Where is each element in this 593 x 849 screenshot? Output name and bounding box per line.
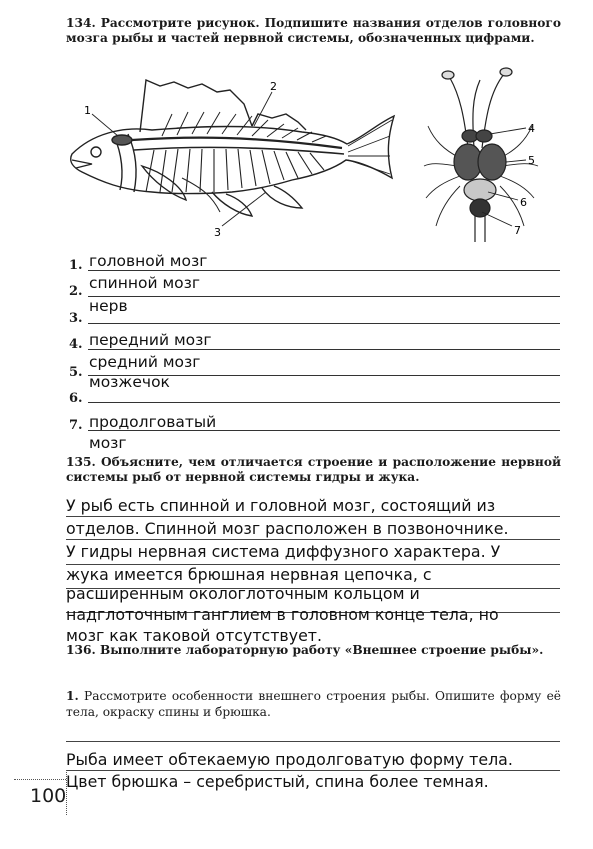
fish-label-3: 3 bbox=[214, 226, 221, 239]
answer-line-7 bbox=[88, 430, 560, 431]
answer-line-6 bbox=[88, 402, 560, 403]
answer-135-line-1: У рыб есть спинной и головной мозг, состоящий из bbox=[66, 496, 496, 515]
line-number-2: 2. bbox=[69, 284, 83, 299]
task-134-heading bbox=[66, 16, 561, 46]
answer-line-3 bbox=[88, 323, 560, 324]
task-134-text: Рассмотрите рисунок. Подпишите названия отделов головного мозга рыбы и частей нервной системы, обозначенных цифрами. bbox=[66, 16, 561, 45]
answer-134-7a: продолговатый bbox=[89, 413, 217, 431]
task-135-text: Объясните, чем отличается строение и расположение нервной системы рыб от нервной системы гидры и жука. bbox=[66, 455, 561, 484]
task-136-heading bbox=[66, 643, 561, 658]
task-136-text: Выполните лабораторную работу «Внешнее строение рыбы». bbox=[99, 643, 544, 657]
brain-label-7: 7 bbox=[514, 224, 521, 237]
task-136-item-text: Рассмотрите особенности внешнего строения рыбы. Опишите форму её тела, окраску спины и брюшка. bbox=[66, 689, 561, 719]
answer-136-line-2: Цвет брюшка – серебристый, спина более темная. bbox=[66, 772, 489, 791]
task-136-item-number: 1. bbox=[66, 689, 79, 703]
fish-label-1: 1 bbox=[84, 104, 91, 117]
answer-line-4 bbox=[88, 349, 560, 350]
answer-134-4: передний мозг bbox=[89, 331, 212, 349]
task-134-number: 134. bbox=[66, 16, 96, 30]
page-number: 100 bbox=[30, 785, 67, 807]
answer-136-line-1: Рыба имеет обтекаемую продолговатую форму тела. bbox=[66, 750, 513, 769]
brain-label-4: 4 bbox=[528, 122, 535, 135]
task-136-number: 136. bbox=[66, 643, 96, 657]
answer-135-line-3: У гидры нервная система диффузного характера. У bbox=[66, 542, 501, 561]
answer-135-line-4: жука имеется брюшная нервная цепочка, с bbox=[66, 565, 432, 584]
task-135-heading bbox=[66, 455, 561, 485]
task-136-item-1 bbox=[66, 688, 561, 720]
line-number-1: 1. bbox=[69, 258, 83, 273]
rule-136-1 bbox=[66, 741, 560, 742]
brain-label-6: 6 bbox=[520, 196, 527, 209]
fish-brain-figure bbox=[420, 66, 555, 242]
answer-134-7b: мозг bbox=[89, 434, 127, 452]
line-number-3: 3. bbox=[69, 311, 83, 326]
answer-135-line-7: мозг как таковой отсутствует. bbox=[66, 626, 323, 645]
line-number-4: 4. bbox=[69, 337, 83, 352]
fish-label-2: 2 bbox=[270, 80, 277, 93]
answer-134-6: мозжечок bbox=[89, 373, 170, 391]
line-number-6: 6. bbox=[69, 391, 83, 406]
answer-134-3: нерв bbox=[89, 297, 128, 315]
line-number-7: 7. bbox=[69, 418, 83, 433]
rule-136-2 bbox=[66, 770, 560, 771]
answer-line-2 bbox=[88, 296, 560, 297]
answer-134-5: средний мозг bbox=[89, 353, 201, 371]
answer-135-line-5: расширенным окологлоточным кольцом и bbox=[66, 584, 420, 603]
line-number-5: 5. bbox=[69, 365, 83, 380]
answer-line-1 bbox=[88, 270, 560, 271]
answer-134-1: головной мозг bbox=[89, 252, 208, 270]
answer-135-line-2: отделов. Спинной мозг расположен в позвоночнике. bbox=[66, 519, 509, 538]
answer-134-2: спинной мозг bbox=[89, 274, 201, 292]
margin-dotted-line bbox=[14, 779, 66, 780]
brain-label-5: 5 bbox=[528, 154, 535, 167]
fish-nervous-system-figure bbox=[62, 74, 402, 244]
task-135-number: 135. bbox=[66, 455, 96, 469]
answer-135-line-6: надглоточным ганглием в головном конце тела, но bbox=[66, 605, 499, 624]
rule-135-1 bbox=[66, 516, 560, 517]
rule-135-2 bbox=[66, 539, 560, 540]
